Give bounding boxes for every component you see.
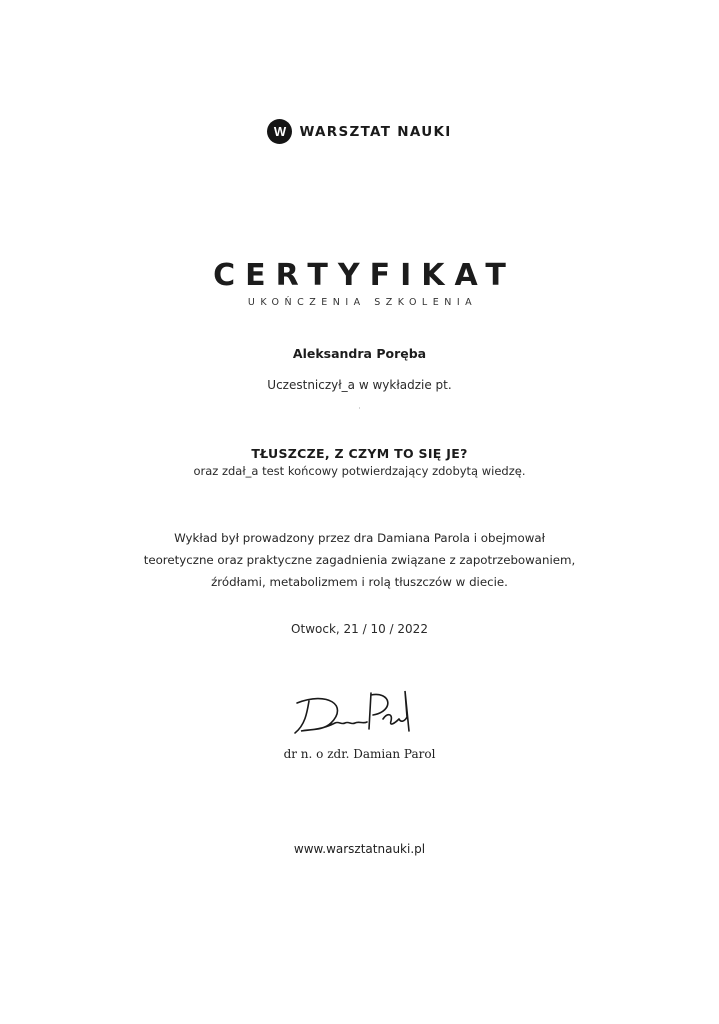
brand-logo — [0, 119, 719, 144]
certificate-subtitle: UKOŃCZENIA SZKOLENIA — [247, 297, 478, 308]
logo-w-icon: W — [267, 119, 292, 144]
separator-dot: · — [358, 404, 361, 413]
brand-name: WARSZTAT NAUKI — [299, 123, 452, 140]
description-line: Wykład był prowadzony przez dra Damiana Parola i obejmował — [174, 531, 545, 545]
place-and-date: Otwock, 21 / 10 / 2022 — [291, 622, 428, 636]
test-passed-text: oraz zdał_a test końcowy potwierdzający zdobytą wiedzę. — [193, 464, 526, 478]
recipient-name: Aleksandra Poręba — [292, 346, 427, 361]
description-line: źródłami, metabolizmem i rolą tłuszczów w diecie. — [211, 575, 508, 589]
lecture-title: TŁUSZCZE, Z CZYM TO SIĘ JE? — [251, 446, 468, 461]
description-line: teoretyczne oraz praktyczne zagadnienia związane z zapotrzebowaniem, — [143, 553, 576, 567]
certificate-title: CERTYFIKAT — [213, 258, 516, 293]
signer-name: dr n. o zdr. Damian Parol — [283, 747, 436, 761]
website-url: www.warsztatnauki.pl — [293, 842, 426, 856]
handwritten-signature — [287, 683, 427, 743]
participation-text: Uczestniczył_a w wykładzie pt. — [267, 378, 452, 392]
lecture-description — [0, 527, 719, 593]
